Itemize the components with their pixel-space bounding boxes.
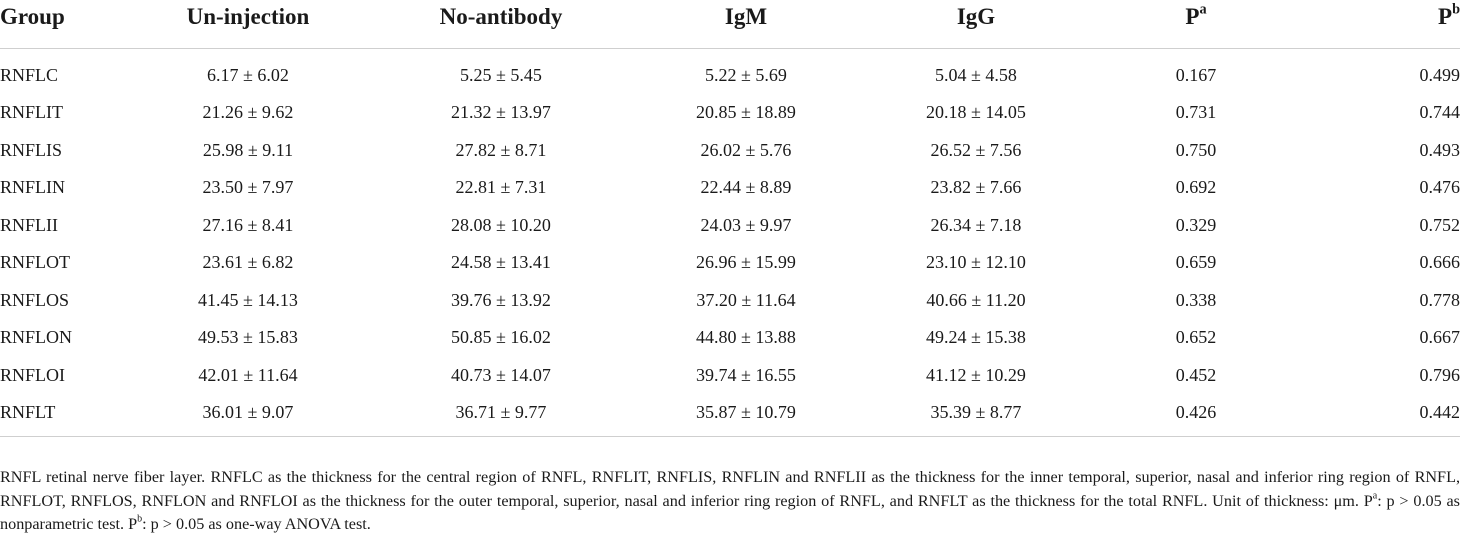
cell-un-injection: 41.45 ± 14.13 bbox=[198, 289, 298, 310]
cell-p-a: 0.652 bbox=[1175, 327, 1217, 348]
cell-un-injection: 21.26 ± 9.62 bbox=[202, 102, 294, 123]
cell-p-a: 0.731 bbox=[1175, 102, 1217, 123]
cell-group: RNFLIS bbox=[0, 139, 63, 160]
header-p-a-base: P bbox=[1185, 4, 1200, 29]
cell-igg: 23.10 ± 12.10 bbox=[926, 252, 1026, 273]
table-row bbox=[0, 244, 1460, 282]
cell-igg: 23.82 ± 7.66 bbox=[930, 177, 1022, 198]
cell-p-a: 0.426 bbox=[1175, 402, 1217, 423]
table-row bbox=[0, 48, 1460, 94]
cell-igm: 37.20 ± 11.64 bbox=[696, 289, 796, 310]
cell-igg: 26.52 ± 7.56 bbox=[930, 139, 1022, 160]
cell-group: RNFLOT bbox=[0, 252, 71, 273]
cell-un-injection: 23.50 ± 7.97 bbox=[202, 177, 294, 198]
cell-no-antibody: 28.08 ± 10.20 bbox=[451, 214, 551, 235]
cell-un-injection: 23.61 ± 6.82 bbox=[202, 252, 294, 273]
cell-no-antibody: 22.81 ± 7.31 bbox=[455, 177, 547, 198]
header-p-b bbox=[1296, 0, 1460, 48]
cell-no-antibody: 39.76 ± 13.92 bbox=[451, 289, 551, 310]
cell-p-b: 0.796 bbox=[1419, 364, 1460, 385]
cell-un-injection: 27.16 ± 8.41 bbox=[202, 214, 294, 235]
table-row bbox=[0, 282, 1460, 320]
cell-p-b: 0.476 bbox=[1419, 177, 1460, 198]
cell-no-antibody: 24.58 ± 13.41 bbox=[451, 252, 551, 273]
cell-group: RNFLIN bbox=[0, 177, 66, 198]
cell-no-antibody: 5.25 ± 5.45 bbox=[460, 64, 542, 85]
cell-p-b: 0.752 bbox=[1419, 214, 1460, 235]
cell-no-antibody: 40.73 ± 14.07 bbox=[451, 364, 551, 385]
cell-un-injection: 25.98 ± 9.11 bbox=[202, 139, 294, 160]
cell-igg: 26.34 ± 7.18 bbox=[930, 214, 1022, 235]
table-footnote bbox=[0, 466, 1460, 537]
cell-group: RNFLIT bbox=[0, 102, 63, 123]
cell-igm: 35.87 ± 10.79 bbox=[696, 402, 796, 423]
cell-p-a: 0.329 bbox=[1175, 214, 1217, 235]
cell-igg: 49.24 ± 15.38 bbox=[926, 327, 1026, 348]
table-header bbox=[0, 0, 1460, 48]
cell-p-a: 0.659 bbox=[1175, 252, 1217, 273]
cell-p-a: 0.750 bbox=[1175, 139, 1217, 160]
footnote-superscript-a: a bbox=[1372, 489, 1378, 501]
cell-no-antibody: 50.85 ± 16.02 bbox=[451, 327, 551, 348]
cell-igm: 44.80 ± 13.88 bbox=[696, 327, 796, 348]
header-p-a-superscript: a bbox=[1199, 1, 1207, 18]
table-body bbox=[0, 48, 1460, 436]
table-row bbox=[0, 357, 1460, 395]
cell-p-a: 0.167 bbox=[1175, 64, 1217, 85]
header-group: Group bbox=[0, 4, 65, 29]
header-igm: IgM bbox=[724, 4, 768, 29]
cell-no-antibody: 27.82 ± 8.71 bbox=[455, 139, 547, 160]
footnote-superscript-b: b bbox=[137, 513, 143, 525]
header-p-b-superscript: b bbox=[1452, 1, 1460, 18]
cell-igg: 40.66 ± 11.20 bbox=[926, 289, 1026, 310]
cell-p-b: 0.744 bbox=[1419, 102, 1460, 123]
cell-p-b: 0.666 bbox=[1419, 252, 1460, 273]
table-row bbox=[0, 207, 1460, 245]
footnote-text-2: : p > 0.05 as nonparametric test. P bbox=[0, 491, 1460, 533]
cell-p-a: 0.338 bbox=[1175, 289, 1217, 310]
header-p-a bbox=[1096, 0, 1296, 48]
header-un-injection: Un-injection bbox=[186, 4, 310, 29]
cell-no-antibody: 21.32 ± 13.97 bbox=[451, 102, 551, 123]
cell-p-a: 0.452 bbox=[1175, 364, 1217, 385]
cell-igm: 22.44 ± 8.89 bbox=[700, 177, 792, 198]
cell-igm: 26.96 ± 15.99 bbox=[696, 252, 796, 273]
table-row bbox=[0, 394, 1460, 436]
cell-igm: 24.03 ± 9.97 bbox=[700, 214, 792, 235]
footnote-text-3: : p > 0.05 as one-way ANOVA test. bbox=[142, 515, 371, 533]
cell-group: RNFLC bbox=[0, 64, 59, 85]
cell-igm: 20.85 ± 18.89 bbox=[696, 102, 796, 123]
cell-group: RNFLON bbox=[0, 327, 73, 348]
cell-p-b: 0.499 bbox=[1419, 64, 1460, 85]
cell-igg: 35.39 ± 8.77 bbox=[930, 402, 1022, 423]
header-no-antibody: No-antibody bbox=[439, 4, 563, 29]
table-row bbox=[0, 169, 1460, 207]
table-row bbox=[0, 94, 1460, 132]
footnote-text-1: RNFL retinal nerve fiber layer. RNFLC as the thickness for the central region of RNFL, RNFLIT, RNFLIS, RNFLIN and RNFLII as the thickness for the inner temporal, superior, nasal and inferior ring region of RNFL, RNFLOT, RNFLOS, RNFLON and RNFLOI as the thickness for the outer temporal, superior, nasal and inferior ring region of RNFL, and RNFLT as the thickness for the total RNFL. Unit of thickness: μm. P bbox=[0, 468, 1460, 510]
cell-igg: 5.04 ± 4.58 bbox=[935, 64, 1017, 85]
cell-group: RNFLOI bbox=[0, 364, 66, 385]
cell-igm: 39.74 ± 16.55 bbox=[696, 364, 796, 385]
table-row bbox=[0, 319, 1460, 357]
cell-igm: 5.22 ± 5.69 bbox=[705, 64, 787, 85]
header-p-b-base: P bbox=[1438, 4, 1453, 29]
cell-group: RNFLII bbox=[0, 214, 58, 235]
cell-igm: 26.02 ± 5.76 bbox=[700, 139, 792, 160]
cell-un-injection: 49.53 ± 15.83 bbox=[198, 327, 298, 348]
cell-group: RNFLT bbox=[0, 402, 56, 423]
cell-group: RNFLOS bbox=[0, 289, 70, 310]
header-row bbox=[0, 0, 1460, 48]
cell-p-b: 0.442 bbox=[1419, 402, 1460, 423]
header-igg: IgG bbox=[956, 4, 996, 29]
cell-no-antibody: 36.71 ± 9.77 bbox=[455, 402, 547, 423]
cell-un-injection: 42.01 ± 11.64 bbox=[198, 364, 298, 385]
cell-p-a: 0.692 bbox=[1175, 177, 1217, 198]
cell-p-b: 0.493 bbox=[1419, 139, 1460, 160]
cell-un-injection: 36.01 ± 9.07 bbox=[202, 402, 294, 423]
cell-p-b: 0.667 bbox=[1419, 327, 1460, 348]
cell-igg: 20.18 ± 14.05 bbox=[926, 102, 1026, 123]
cell-un-injection: 6.17 ± 6.02 bbox=[207, 64, 289, 85]
cell-p-b: 0.778 bbox=[1419, 289, 1460, 310]
table-row bbox=[0, 132, 1460, 170]
cell-igg: 41.12 ± 10.29 bbox=[926, 364, 1026, 385]
